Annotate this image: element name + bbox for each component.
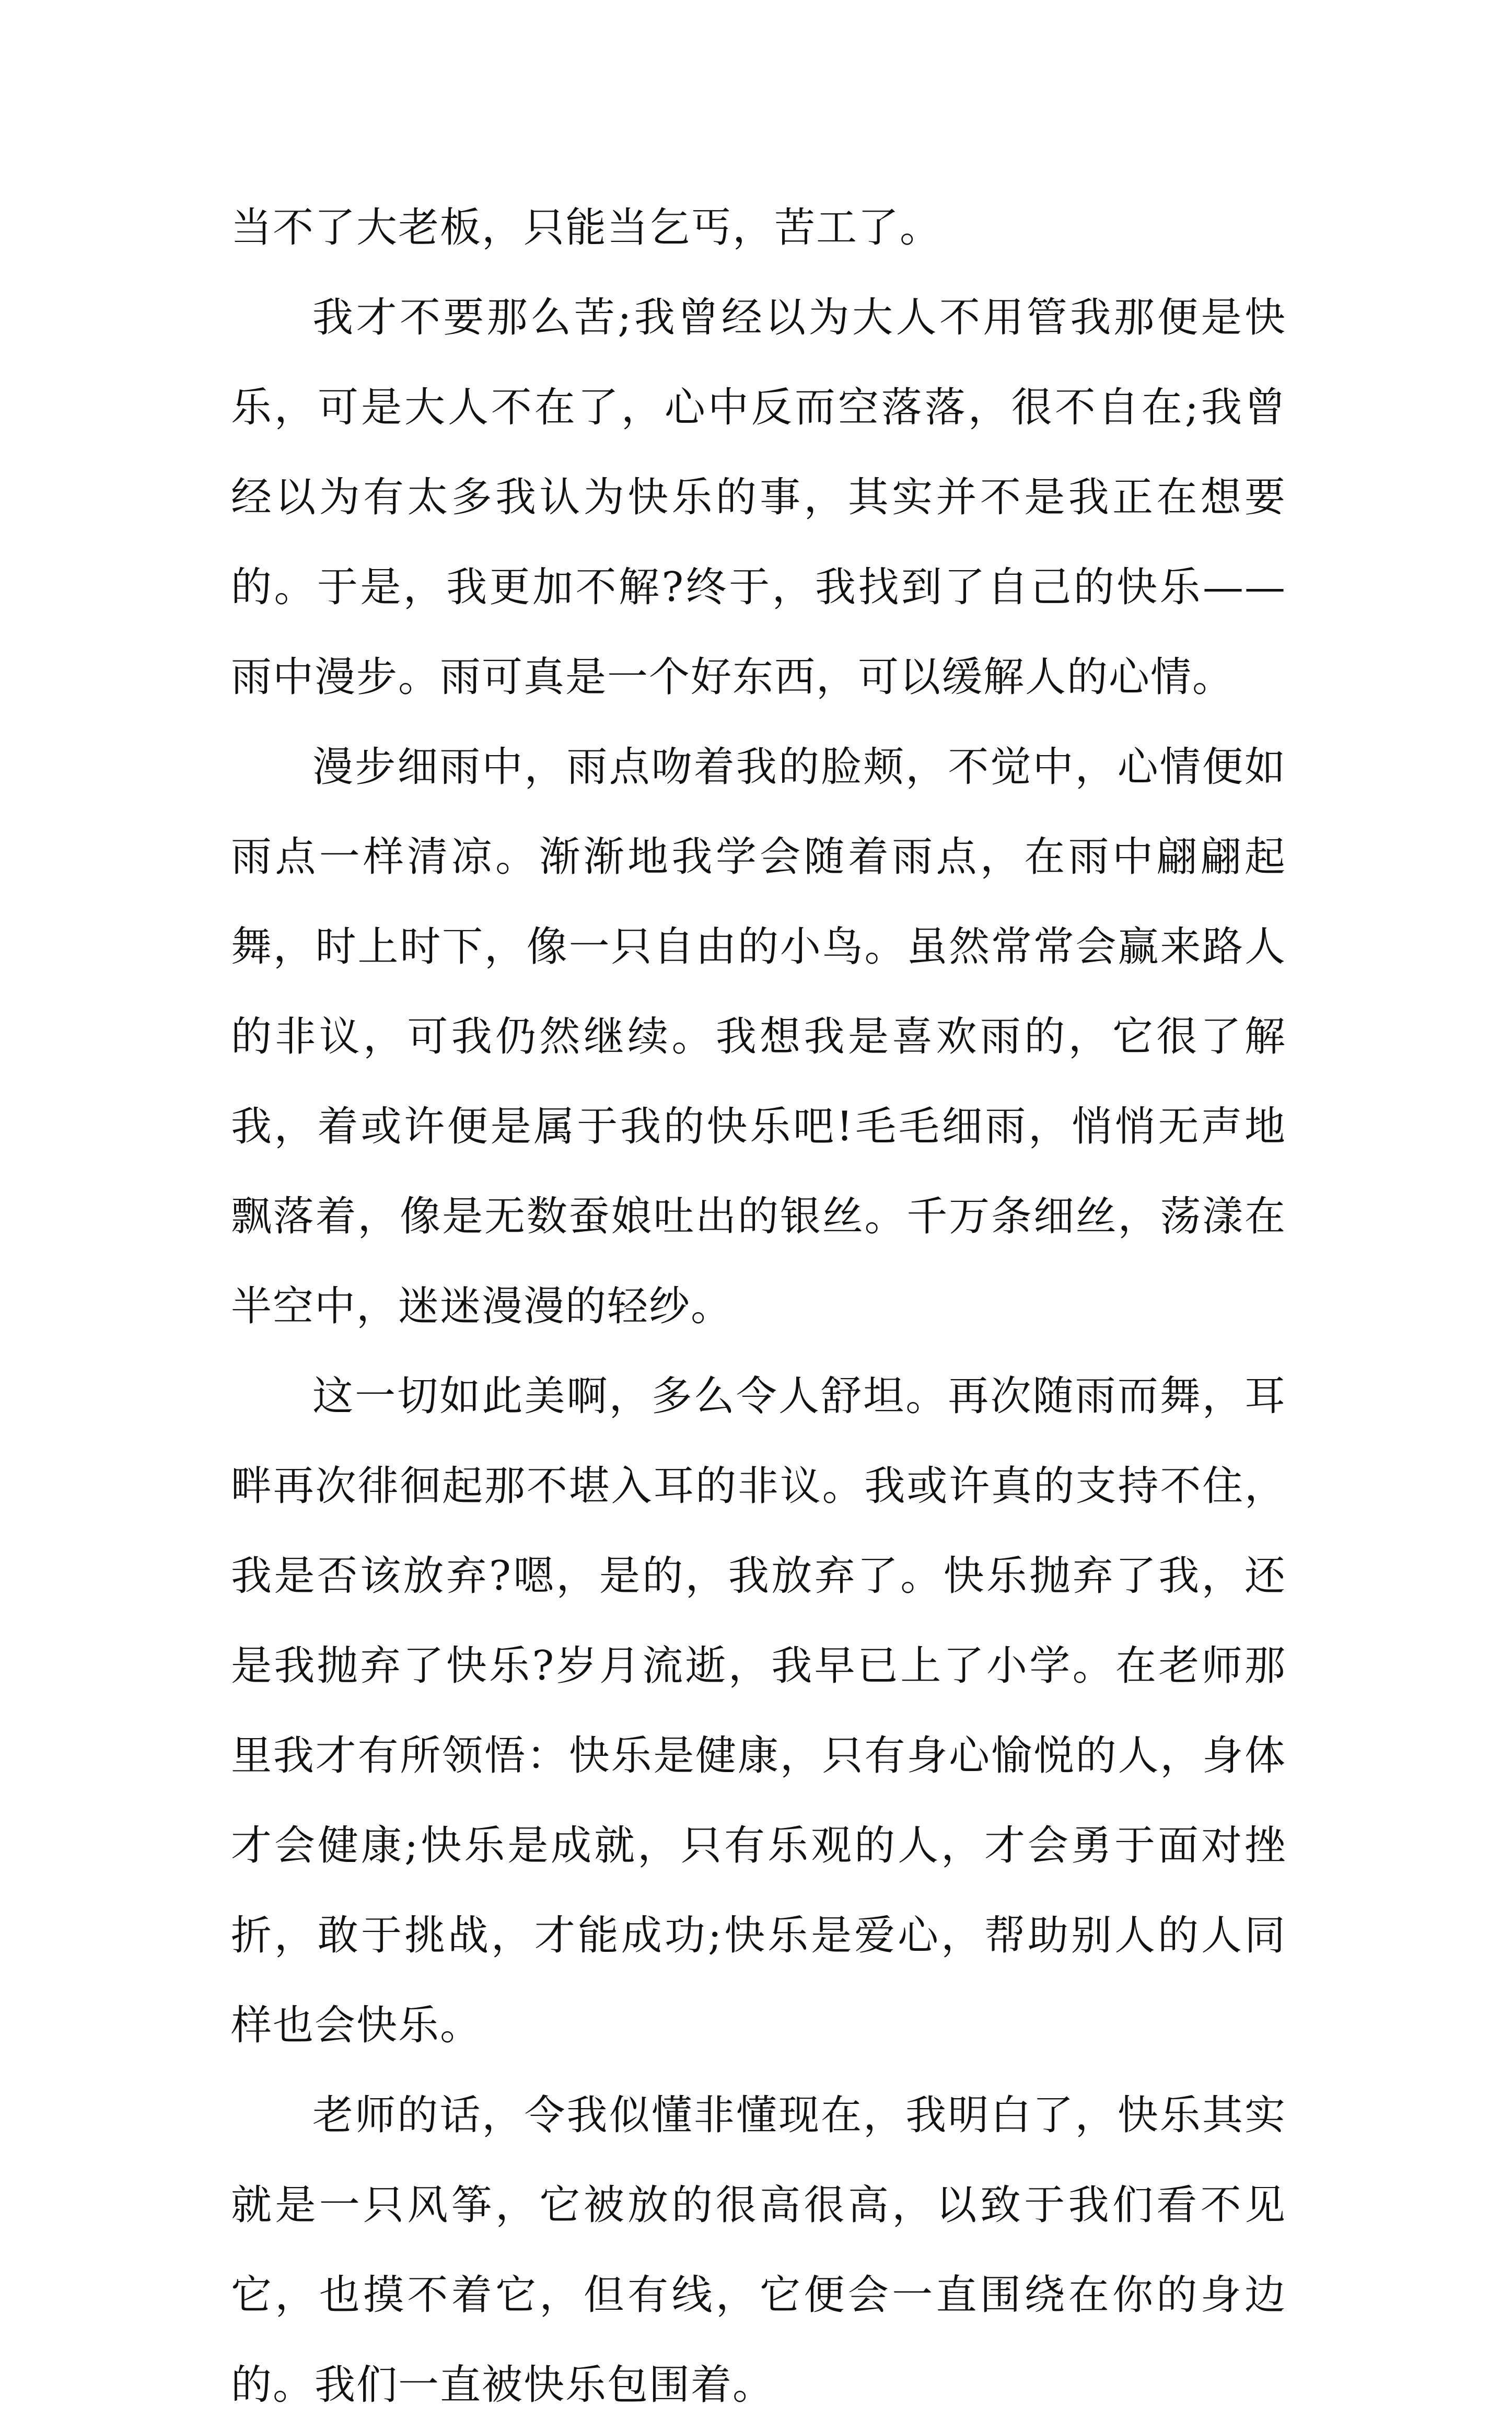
document-body	[231, 183, 1286, 2430]
paragraph-1: 当不了大老板，只能当乞丐，苦工了。	[231, 204, 942, 251]
paragraph-3: 漫步细雨中，雨点吻着我的脸颊，不觉中，心情便如雨点一样清凉。渐渐地我学会随着雨点，在雨中翩翩起舞，时上时下，像一只自由的小鸟。虽然常常会赢来路人的非议，可我仍然继续。我想我是喜欢雨的，它很了解我，着或许便是属于我的快乐吧!毛毛细雨，悄悄无声地飘落着，像是无数蚕娘吐出的银丝。千万条细丝，荡漾在半空中，迷迷漫漫的轻纱。	[231, 744, 1286, 1330]
paragraph-4: 这一切如此美啊，多么令人舒坦。再次随雨而舞，耳畔再次徘徊起那不堪入耳的非议。我或许真的支持不住，我是否该放弃?嗯，是的，我放弃了。快乐抛弃了我，还是我抛弃了快乐?岁月流逝，我早已上了小学。在老师那里我才有所领悟：快乐是健康，只有身心愉悦的人，身体才会健康;快乐是成就，只有乐观的人，才会勇于面对挫折，敢于挑战，才能成功;快乐是爱心，帮助别人的人同样也会快乐。	[231, 1373, 1286, 2049]
paragraph-5: 老师的话，令我似懂非懂现在，我明白了，快乐其实就是一只风筝，它被放的很高很高，以致于我们看不见它，也摸不着它，但有线，它便会一直围绕在你的身边的。我们一直被快乐包围着。	[231, 2092, 1286, 2409]
paragraph-2: 我才不要那么苦;我曾经以为大人不用管我那便是快乐，可是大人不在了，心中反而空落落，很不自在;我曾经以为有太多我认为快乐的事，其实并不是我正在想要的。于是，我更加不解?终于，我找到了自己的快乐——雨中漫步。雨可真是一个好东西，可以缓解人的心情。	[231, 294, 1286, 701]
